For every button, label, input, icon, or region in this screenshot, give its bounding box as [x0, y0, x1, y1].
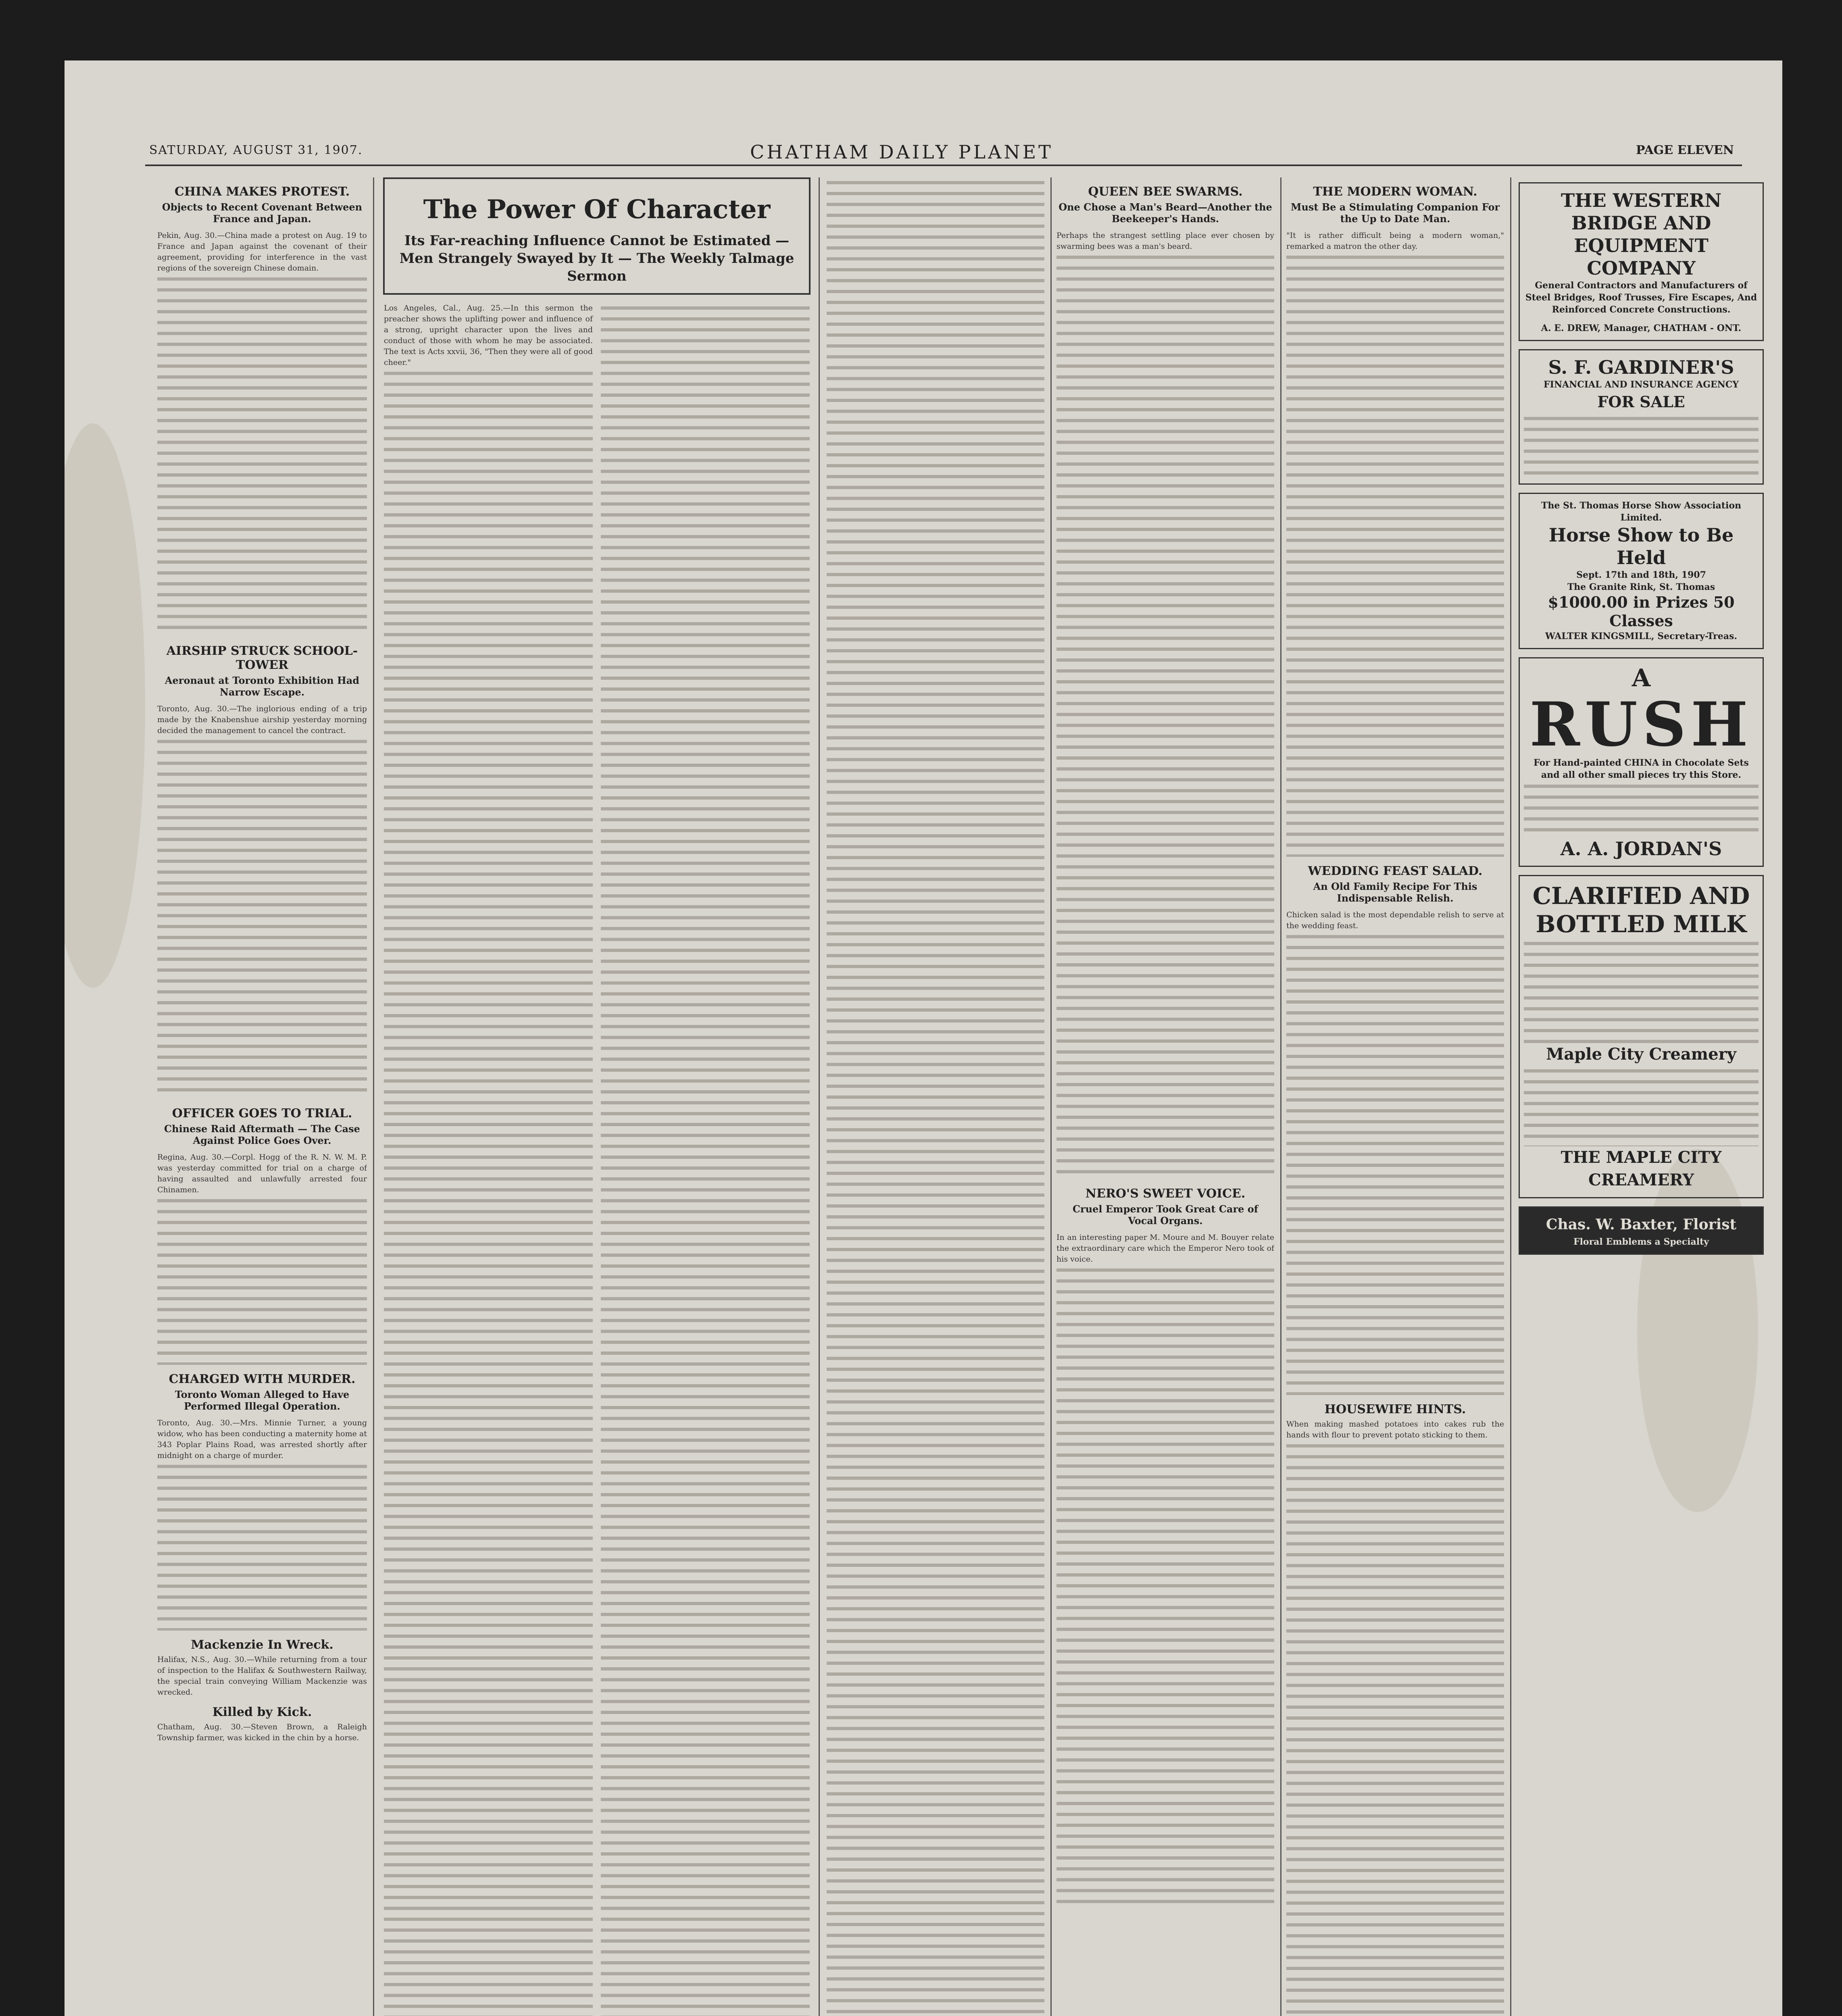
- article-text: Perhaps the strangest settling place ever chosen by swarming bees was a man's beard.: [1056, 231, 1274, 251]
- advertisement-column: [1516, 177, 1766, 2016]
- horse-show-ad: [1519, 493, 1764, 649]
- subheadline: An Old Family Recipe For This Indispensable Relish.: [1313, 881, 1477, 904]
- column-rule: [1510, 177, 1511, 2016]
- sermon-subtitle: Its Far-reaching Influence Cannot be Estimated — Men Strangely Swayed by It — The Weekly Talmage Sermon: [399, 233, 794, 284]
- article-text: Pekin, Aug. 30.—China made a protest on Aug. 19 to France and Japan against the covenant of their agreement, providing for interference in the vast regions of the sovereign Chinese domain.: [157, 231, 367, 273]
- article-text-block: [1056, 252, 1274, 1179]
- ad-line: The St. Thomas Horse Show Association Limited.: [1541, 500, 1741, 523]
- ad-line: Sept. 17th and 18th, 1907: [1576, 570, 1706, 580]
- sermon-title-box: [383, 177, 811, 295]
- headline: Mackenzie In Wreck.: [191, 1638, 333, 1652]
- subheadline: One Chose a Man's Beard—Another the Beekeeper's Hands.: [1059, 201, 1272, 225]
- sermon-columns: [379, 303, 815, 2016]
- baxter-florist-ad: [1519, 1206, 1764, 1255]
- headline: HOUSEWIFE HINTS.: [1324, 1402, 1466, 1416]
- article-text: Toronto, Aug. 30.—The inglorious ending of a trip made by the Knabenshue airship yesterday morning decided the management to cancel the contract.: [157, 704, 367, 735]
- subheadline: Objects to Recent Covenant Between France and Japan.: [162, 201, 363, 225]
- ad-title: $1000.00 in Prizes 50 Classes: [1548, 593, 1735, 630]
- sermon-article: [379, 177, 815, 2016]
- article-text-block: [157, 274, 367, 637]
- paper-stain: [65, 423, 145, 988]
- article-text: When making mashed potatoes into cakes rub the hands with flour to prevent potato sticking to them.: [1286, 1420, 1504, 1439]
- ad-line: FINANCIAL AND INSURANCE AGENCY: [1544, 379, 1739, 390]
- column-rule: [1050, 177, 1052, 2016]
- headline: Killed by Kick.: [212, 1705, 312, 1719]
- column-rule: [819, 177, 820, 2016]
- ad-line: For Hand-painted CHINA in Chocolate Sets and all other small pieces try this Store.: [1534, 758, 1749, 780]
- article-text-block: [157, 1195, 367, 1365]
- ad-line: WALTER KINGSMILL, Secretary-Treas.: [1545, 631, 1738, 641]
- headline: QUEEN BEE SWARMS.: [1088, 185, 1243, 199]
- subheadline: Must Be a Stimulating Companion For the Up to Date Man.: [1290, 201, 1500, 225]
- page-number: PAGE ELEVEN: [1636, 143, 1734, 157]
- headline: THE MODERN WOMAN.: [1313, 185, 1477, 199]
- article-text: Halifax, N.S., Aug. 30.—While returning from a tour of inspection to the Halifax & Southwestern Railway, the special train conveying William Mackenzie was wrecked.: [157, 1655, 367, 1697]
- article-text-block: [827, 177, 1044, 2016]
- article-text: "It is rather difficult being a modern woman," remarked a matron the other day.: [1286, 231, 1504, 251]
- ad-title: A. A. JORDAN'S: [1560, 838, 1722, 860]
- ad-title: CLARIFIED AND BOTTLED MILK: [1532, 882, 1750, 938]
- ad-title: S. F. GARDINER'S: [1548, 356, 1734, 378]
- article-text-block: [1286, 1441, 1504, 2016]
- creamery-ad: [1519, 875, 1764, 1198]
- ad-title: Horse Show to Be Held: [1548, 524, 1734, 569]
- ad-title: RUSH: [1529, 689, 1753, 760]
- ad-line: General Contractors and Manufacturers of Steel Bridges, Roof Trusses, Fire Escapes, And Reinforced Concrete Constructions.: [1525, 280, 1757, 315]
- subheadline: Chinese Raid Aftermath — The Case Against Police Goes Over.: [164, 1123, 360, 1146]
- sermon-title: The Power Of Character: [423, 194, 771, 225]
- subheadline: Cruel Emperor Took Great Care of Vocal Organs.: [1072, 1203, 1259, 1227]
- article-text-block: [601, 303, 810, 2016]
- ad-title: THE MAPLE CITY CREAMERY: [1561, 1148, 1722, 1189]
- article-text: Los Angeles, Cal., Aug. 25.—In this sermon the preacher shows the uplifting power and influence of a strong, upright character upon the lives and conduct of those with whom he may be associated. The text is Acts xxvii, 36, "Then they were all of good cheer.": [384, 304, 593, 367]
- article-text-block: [1286, 252, 1504, 857]
- article-text-block: [1286, 931, 1504, 1395]
- gardiner-ad: [1519, 349, 1764, 485]
- column-5: [1286, 177, 1504, 2016]
- ad-title: THE WESTERN BRIDGE AND EQUIPMENT COMPANY: [1561, 190, 1722, 279]
- headline: CHINA MAKES PROTEST.: [174, 185, 350, 199]
- article-text: Chicken salad is the most dependable relish to serve at the wedding feast.: [1286, 910, 1504, 930]
- subheadline: Aeronaut at Toronto Exhibition Had Narrow Escape.: [165, 675, 360, 698]
- subheadline: Toronto Woman Alleged to Have Performed Illegal Operation.: [175, 1389, 350, 1412]
- newspaper-title: CHATHAM DAILY PLANET: [750, 141, 1053, 163]
- ad-line: The Granite Rink, St. Thomas: [1567, 582, 1715, 592]
- ad-line: A. E. DREW, Manager, CHATHAM - ONT.: [1541, 323, 1742, 333]
- column-1: [157, 177, 367, 2016]
- article-text-block: [157, 1461, 367, 1631]
- headline: OFFICER GOES TO TRIAL.: [172, 1106, 352, 1120]
- column-rule: [373, 177, 374, 2016]
- masthead-rule: [145, 165, 1742, 166]
- western-bridge-ad: [1519, 182, 1764, 341]
- newspaper-page: [65, 60, 1782, 2016]
- article-text-block: [1056, 1265, 1274, 1910]
- article-text-block: [157, 736, 367, 1099]
- column-rule: [1280, 177, 1281, 2016]
- ad-line: Floral Emblems a Specialty: [1573, 1237, 1709, 1247]
- article-text: Chatham, Aug. 30.—Steven Brown, a Raleigh Township farmer, was kicked in the chin by a horse.: [157, 1722, 367, 1742]
- headline: CHARGED WITH MURDER.: [169, 1372, 356, 1386]
- headline: WEDDING FEAST SALAD.: [1308, 864, 1483, 878]
- article-text: Toronto, Aug. 30.—Mrs. Minnie Turner, a young widow, who has been conducting a maternity home at 343 Poplar Plains Road, was arrested shortly after midnight on a charge of murder.: [157, 1418, 367, 1460]
- masthead: [65, 60, 1782, 163]
- ad-text-block: [1524, 781, 1759, 837]
- column-4: [1056, 177, 1274, 2016]
- ad-text-block: [1524, 413, 1759, 478]
- issue-date: SATURDAY, AUGUST 31, 1907.: [149, 143, 363, 157]
- headline: NERO'S SWEET VOICE.: [1085, 1187, 1246, 1201]
- column-3: [827, 177, 1044, 2016]
- article-text: Regina, Aug. 30.—Corpl. Hogg of the R. N. W. M. P. was yesterday committed for trial on a charge of having assaulted and unlawfully arrested four Chinamen.: [157, 1153, 367, 1194]
- sermon-column-left: [384, 303, 593, 2016]
- ad-title: FOR SALE: [1597, 393, 1685, 411]
- article-text: In an interesting paper M. Moure and M. Bouyer relate the extraordinary care which the Emperor Nero took of his voice.: [1056, 1233, 1274, 1264]
- rush-ad: [1519, 657, 1764, 867]
- ad-text-block: [1524, 938, 1759, 1043]
- headline: AIRSHIP STRUCK SCHOOL-TOWER: [166, 644, 358, 672]
- ad-title: A: [1632, 664, 1651, 692]
- article-text-block: [384, 368, 593, 2016]
- ad-title: Maple City Creamery: [1546, 1045, 1736, 1064]
- sermon-column-right: [601, 303, 810, 2016]
- ad-title: Chas. W. Baxter, Florist: [1546, 1216, 1737, 1233]
- ad-text-block: [1524, 1066, 1759, 1146]
